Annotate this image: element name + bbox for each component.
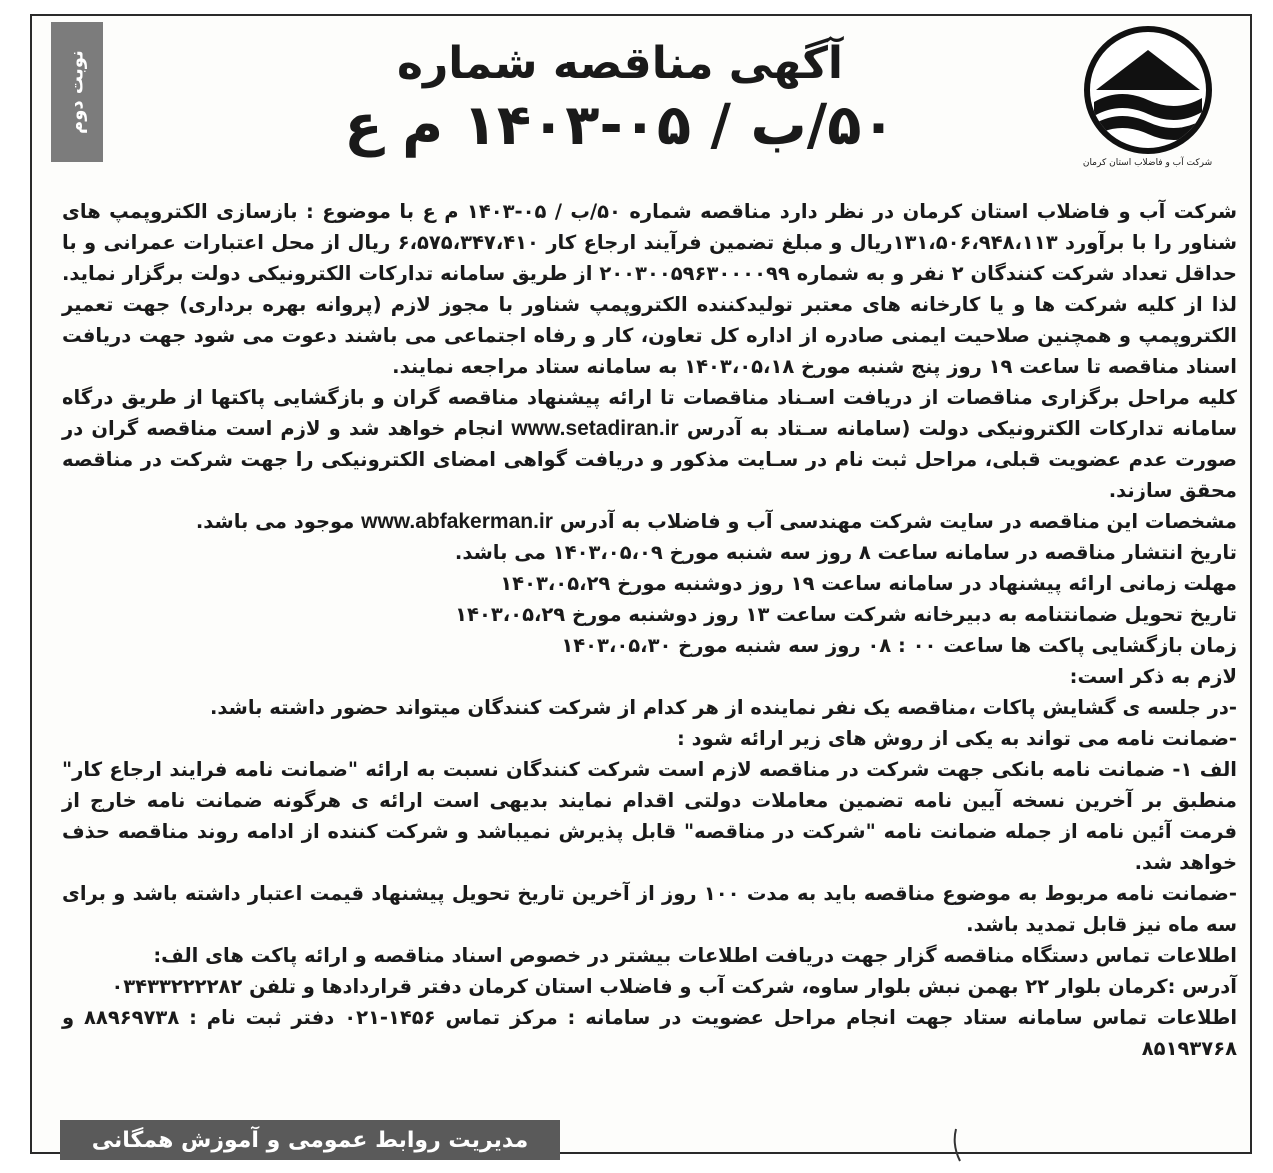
title-line-1: آگهی مناقصه شماره [396,38,844,89]
contact-line: اطلاعات تماس دستگاه مناقصه گزار جهت دریافت اطلاعات بیشتر در خصوص اسناد مناقصه و ارائه پاکت های الف: [153,944,1237,967]
logo-caption: شرکت آب و فاضلاب استان کرمان [1082,158,1213,168]
specs-text-after: موجود می باشد. [195,510,355,533]
procedure-text-before: کلیه مراحل برگزاری مناقصات از دریافت اسـناد مناقصات تا ارائه پیشنهاد مناقصه گران و بازگشایی پاکتها از طریق درگاه سامانه تدارکات الکترونیکی دولت (سامانه سـتاد به آدرس [62,386,1237,440]
pen-mark-icon [950,1125,980,1165]
abfakerman-link[interactable]: www.abfakerman.ir [361,510,553,533]
edition-label: نوبت دوم [51,22,103,162]
specs-paragraph [62,506,1237,537]
contact-line: آدرس :کرمان بلوار ۲۲ بهمن نبش بلوار ساوه، شرکت آب و فاضلاب استان کرمان دفتر قراردادها و تلفن ۰۳۴۳۳۲۲۲۲۸۲ [111,975,1237,998]
setadiran-link[interactable]: www.setadiran.ir [511,417,679,440]
procedure-text-after: انجام خواهد شد و لازم است مناقصه گران در صورت عدم عضویت قبلی، مراحل ثبت نام در سـایت مذکور و دریافت گواهی امضای الکترونیکی را جهت شرکت در مناقصه محقق سازند. [62,417,1237,502]
date-line: مهلت زمانی ارائه پیشنهاد در سامانه ساعت ۱۹ روز دوشنبه مورخ ۱۴۰۳،۰۵،۲۹ [500,572,1237,595]
logo-emblem [1084,26,1212,154]
specs-text-before: مشخصات این مناقصه در سایت شرکت مهندسی آب و فاضلاب به آدرس [559,510,1237,533]
note-item: الف ۱- ضمانت نامه بانکی جهت شرکت در مناقصه لازم است شرکت کنندگان نسبت به ارائه "ضمانت نامه فرایند ارجاع کار" منطبق بر آخرین نسخه آیین نامه تضمین معاملات دولتی اقدام نمایند بدیهی است ارائه ی هرگونه ضمانت نامه خارج از فرمت آئین نامه از جمله ضمانت نامه "شرکت در مناقصه" قابل پذیرش نمیباشد و شرکت کننده از ادامه روند مناقصه حذف خواهد شد. [62,758,1237,874]
notice-body [62,196,1237,1064]
date-line: تاریخ تحویل ضمانتنامه به دبیرخانه شرکت ساعت ۱۳ روز دوشنبه مورخ ۱۴۰۳،۰۵،۲۹ [455,603,1237,626]
note-item: -در جلسه ی گشایش پاکات ،مناقصه یک نفر نماینده از هر کدام از شرکت کنندگان میتواند حضور داشته باشد. [209,696,1237,719]
intro-paragraph: شرکت آب و فاضلاب استان کرمان در نظر دارد مناقصه شماره ۵۰/ب / ۰۵-۱۴۰۳ م ع با موضوع : بازسازی الکتروپمپ های شناور را با برآورد ۱۳۱،۵۰۶،۹۴۸،۱۱۳ریال و مبلغ تضمین فرآیند ارجاع کار ۶،۵۷۵،۳۴۷،۴۱۰ ریال از محل اعتبارات عمرانی و با حداقل تعداد شرکت کنندگان ۲ نفر و به شماره ۲۰۰۳۰۰۵۹۶۳۰۰۰۰۹۹ از طریق سامانه تدارکات الکترونیکی دولت برگزار نماید. لذا از کلیه شرکت ها و یا کارخانه های معتبر تولیدکننده الکتروپمپ شناور با مجوز لازم (پروانه بهره برداری) جهت تعمیر الکتروپمپ و همچنین صلاحیت ایمنی صادره از اداره کل تعاون، کار و رفاه اجتماعی می باشند دعوت می شود جهت دریافت اسناد مناقصه تا ساعت ۱۹ روز پنج شنبه مورخ ۱۴۰۳،۰۵،۱۸ به سامانه ستاد مراجعه نمایند. [62,200,1238,378]
procedure-paragraph [62,382,1237,506]
date-line: تاریخ انتشار مناقصه در سامانه ساعت ۸ روز سه شنبه مورخ ۱۴۰۳،۰۵،۰۹ می باشد. [454,541,1237,564]
note-item: -ضمانت نامه مربوط به موضوع مناقصه باید به مدت ۱۰۰ روز از آخرین تاریخ تحویل پیشنهاد قیمت اعتبار داشته باشد و برای سه ماه نیز قابل تمدید باشد. [62,882,1237,936]
date-line: زمان بازگشایی پاکت ها ساعت ۰۰ : ۰۸ روز سه شنبه مورخ ۱۴۰۳،۰۵،۳۰ [561,634,1237,657]
company-logo [1055,26,1240,186]
water-waves-icon [1090,32,1206,148]
contact-line: اطلاعات تماس سامانه ستاد جهت انجام مراحل عضویت در سامانه : مرکز تماس ۱۴۵۶-۰۲۱ دفتر ثبت نام : ۸۸۹۶۹۷۳۸ و ۸۵۱۹۳۷۶۸ [62,1006,1238,1060]
note-item: -ضمانت نامه می تواند به یکی از روش های زیر ارائه شود : [677,727,1237,750]
title-line-2: ۵۰/ب / ۰۵-۱۴۰۳ م ع [344,92,896,158]
notes-heading: لازم به ذکر است: [1069,665,1237,688]
notice-title [260,38,980,161]
footer-department: مدیریت روابط عمومی و آموزش همگانی [60,1120,560,1160]
